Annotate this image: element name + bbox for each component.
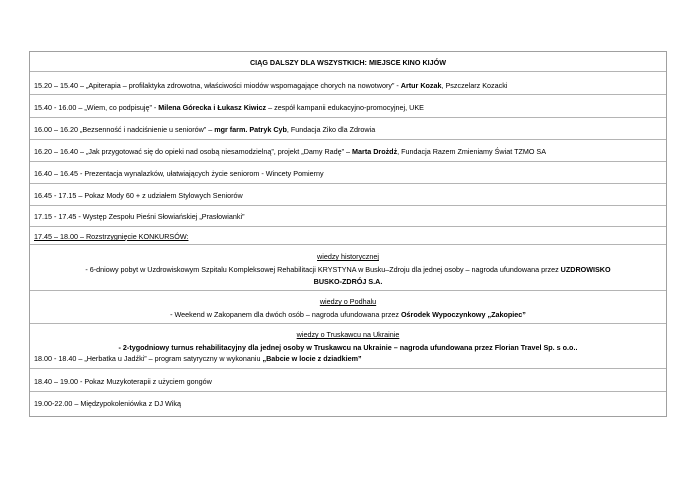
row-divider <box>30 71 666 72</box>
schedule-row: 19.00-22.00 – Międzypokoleniówka z DJ Wiką <box>34 399 182 408</box>
contest-title: wiedzy o Podhalu <box>319 297 377 306</box>
row-divider <box>30 290 666 291</box>
schedule-row: 17.15 - 17.45 - Występ Zespołu Pieśni Słowiańskiej „Prasłowianki” <box>34 212 245 221</box>
row-divider <box>30 183 666 184</box>
row-divider <box>30 368 666 369</box>
row-divider <box>30 139 666 140</box>
row-divider <box>30 94 666 95</box>
row-divider <box>30 205 666 206</box>
row-divider <box>30 391 666 392</box>
row-divider <box>30 117 666 118</box>
schedule-row: 15.20 – 15.40 – „Apiterapia – profilaktyka zdrowotna, właściwości miodów wspomagające chorych na nowotwory” - Artur Kozak, Pszczelarz Kozacki <box>34 81 508 90</box>
contest-prize: - 6-dniowy pobyt w Uzdrowiskowym Szpitalu Kompleksowej Rehabilitacji KRYSTYNA w Busku–Zdroju dla jednej osoby – nagroda ufundowana przez UZDROWISKO <box>85 265 611 274</box>
schedule-row: 16.40 – 16.45 - Prezentacja wynalazków, ułatwiających życie seniorom - Wincety Pomierny <box>34 169 324 178</box>
contest-prize: - Weekend w Zakopanem dla dwóch osób – nagroda ufundowana przez Ośrodek Wypoczynkowy „Zakopiec” <box>170 310 526 319</box>
contest-title: wiedzy o Truskawcu na Ukrainie <box>296 330 400 339</box>
schedule-row: 16.00 – 16.20 „Bezsenność i nadciśnienie u seniorów” – mgr farm. Patryk Cyb, Fundacja Ziko dla Zdrowia <box>34 125 376 134</box>
contest-prize: - 2-tygodniowy turnus rehabilitacyjny dla jednej osoby w Truskawcu na Ukrainie – nagroda ufundowana przez Florian Travel Sp. s o.o.. <box>118 343 578 352</box>
contest-title: wiedzy historycznej <box>317 252 379 261</box>
contest-prize-sponsor: BUSKO-ZDRÓJ S.A. <box>313 277 383 286</box>
contest-header: 17.45 – 18.00 – Rozstrzygnięcie KONKURSÓW: <box>34 232 189 241</box>
row-divider <box>30 244 666 245</box>
row-divider <box>30 226 666 227</box>
row-divider <box>30 161 666 162</box>
row-divider <box>30 323 666 324</box>
schedule-row: 18.00 - 18.40 – „Herbatka u Jadźki” – program satyryczny w wykonaniu „Babcie w locie z dziadkiem” <box>34 354 362 363</box>
schedule-row: 18.40 – 19.00 - Pokaz Muzykoterapii z użyciem gongów <box>34 377 212 386</box>
table-title: CIĄG DALSZY DLA WSZYSTKICH: MIEJSCE KINO KIJÓW <box>249 58 447 67</box>
schedule-row: 16.45 - 17.15 – Pokaz Mody 60 + z udziałem Stylowych Seniorów <box>34 191 243 200</box>
schedule-row: 16.20 – 16.40 – „Jak przygotować się do opieki nad osobą niesamodzielną”, projekt „Damy Radę” – Marta Drożdż, Fundacja Razem Zmieniamy Świat TZMO SA <box>34 147 547 156</box>
schedule-row: 15.40 - 16.00 – „Wiem, co podpisuję” - Milena Górecka i Łukasz Kiwicz – zespół kampanii edukacyjno-promocyjnej, UKE <box>34 103 424 112</box>
